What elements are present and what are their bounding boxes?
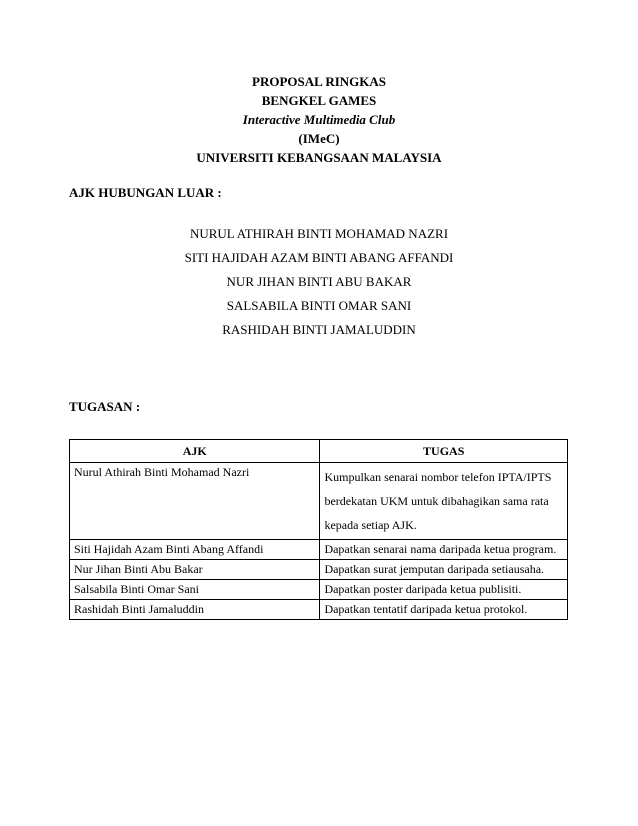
table-row bbox=[70, 463, 568, 540]
tugasan-section-label: TUGASAN : bbox=[69, 399, 141, 414]
table-row bbox=[70, 600, 568, 620]
cell-tugas: Dapatkan tentatif daripada ketua protokol. bbox=[320, 600, 568, 620]
table-row bbox=[70, 580, 568, 600]
member-name: SITI HAJIDAH AZAM BINTI ABANG AFFANDI bbox=[184, 250, 454, 265]
member-name: SALSABILA BINTI OMAR SANI bbox=[226, 298, 412, 313]
cell-ajk: Nurul Athirah Binti Mohamad Nazri bbox=[70, 463, 320, 540]
document-header bbox=[0, 72, 638, 167]
cell-tugas: Dapatkan poster daripada ketua publisiti. bbox=[320, 580, 568, 600]
cell-ajk: Nur Jihan Binti Abu Bakar bbox=[70, 560, 320, 580]
member-name: RASHIDAH BINTI JAMALUDDIN bbox=[222, 322, 416, 337]
cell-tugas: Kumpulkan senarai nombor telefon IPTA/IPTS berdekatan UKM untuk dibahagikan sama rata kepada setiap AJK. bbox=[320, 463, 568, 540]
header-university: UNIVERSITI KEBANGSAAN MALAYSIA bbox=[196, 150, 442, 165]
cell-ajk: Rashidah Binti Jamaluddin bbox=[70, 600, 320, 620]
header-event-name: BENGKEL GAMES bbox=[261, 93, 377, 108]
header-club-abbrev: (IMeC) bbox=[298, 131, 340, 146]
header-club-name: Interactive Multimedia Club bbox=[242, 112, 396, 127]
header-title: PROPOSAL RINGKAS bbox=[252, 74, 386, 89]
member-list bbox=[0, 222, 638, 342]
ajk-section-label: AJK HUBUNGAN LUAR : bbox=[69, 185, 222, 200]
cell-tugas: Dapatkan surat jemputan daripada setiausaha. bbox=[320, 560, 568, 580]
table-row bbox=[70, 540, 568, 560]
cell-tugas: Dapatkan senarai nama daripada ketua program. bbox=[320, 540, 568, 560]
member-name: NUR JIHAN BINTI ABU BAKAR bbox=[226, 274, 412, 289]
table-row bbox=[70, 560, 568, 580]
tugas-table bbox=[69, 439, 568, 620]
member-name: NURUL ATHIRAH BINTI MOHAMAD NAZRI bbox=[189, 226, 449, 241]
table-header-row bbox=[70, 440, 568, 463]
cell-ajk: Siti Hajidah Azam Binti Abang Affandi bbox=[70, 540, 320, 560]
cell-ajk: Salsabila Binti Omar Sani bbox=[70, 580, 320, 600]
column-header-tugas: TUGAS bbox=[320, 440, 568, 463]
column-header-ajk: AJK bbox=[70, 440, 320, 463]
